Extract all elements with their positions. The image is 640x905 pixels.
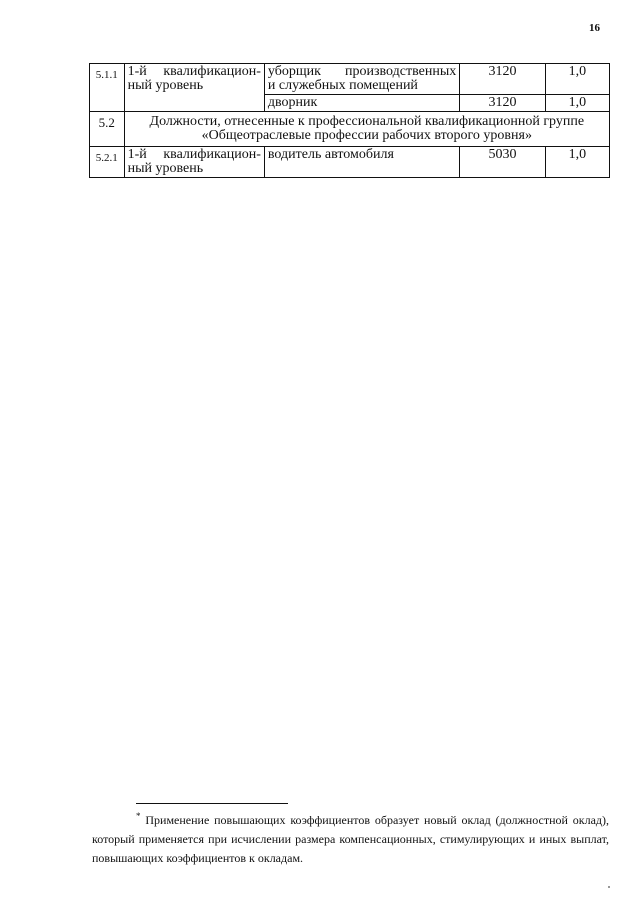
page-number: 16 bbox=[589, 22, 600, 34]
qualification-level bbox=[124, 147, 264, 178]
level-word: квалификацион- bbox=[163, 147, 261, 162]
coefficient-value: 1,0 bbox=[545, 147, 609, 178]
position-title: водитель автомобиля bbox=[264, 147, 459, 178]
group-row bbox=[90, 112, 610, 147]
salary-value: 5030 bbox=[460, 147, 545, 178]
level-word: 1-й bbox=[127, 64, 147, 79]
table-row bbox=[90, 147, 610, 178]
position-word: производственных bbox=[345, 64, 457, 79]
coefficient-value: 1,0 bbox=[545, 64, 609, 95]
footnote-marker: * bbox=[136, 811, 141, 821]
scan-artifact bbox=[608, 886, 610, 888]
level-line: ный уровень bbox=[127, 78, 204, 93]
table-row bbox=[90, 64, 610, 95]
position-title bbox=[264, 64, 459, 95]
level-word: 1-й bbox=[127, 147, 147, 162]
coefficient-value: 1,0 bbox=[545, 95, 609, 112]
row-number: 5.1.1 bbox=[90, 64, 125, 112]
salary-value: 3120 bbox=[460, 95, 545, 112]
position-line: и служебных помещений bbox=[267, 78, 418, 93]
row-number: 5.2.1 bbox=[90, 147, 125, 178]
group-title bbox=[124, 112, 609, 147]
salary-table bbox=[89, 63, 610, 178]
salary-value: 3120 bbox=[460, 64, 545, 95]
qualification-level bbox=[124, 64, 264, 112]
level-line: ный уровень bbox=[127, 161, 204, 176]
footnote-text: Применение повышающих коэффициентов образует новый оклад (должностной оклад), который применяется при исчислении размера компенсационных, стимулирующих и иных выплат, повышающих коэффициентов к окладам. bbox=[92, 813, 609, 865]
position-word: уборщик bbox=[267, 64, 321, 79]
group-number: 5.2 bbox=[90, 112, 125, 147]
level-word: квалификацион- bbox=[163, 64, 261, 79]
group-title-line: Должности, отнесенные к профессиональной квалификационной группе bbox=[149, 114, 585, 129]
position-title: дворник bbox=[264, 95, 459, 112]
footnote-divider bbox=[136, 803, 288, 804]
group-title-line: «Общеотраслевые профессии рабочих второго уровня» bbox=[201, 128, 532, 143]
footnote bbox=[92, 811, 609, 868]
